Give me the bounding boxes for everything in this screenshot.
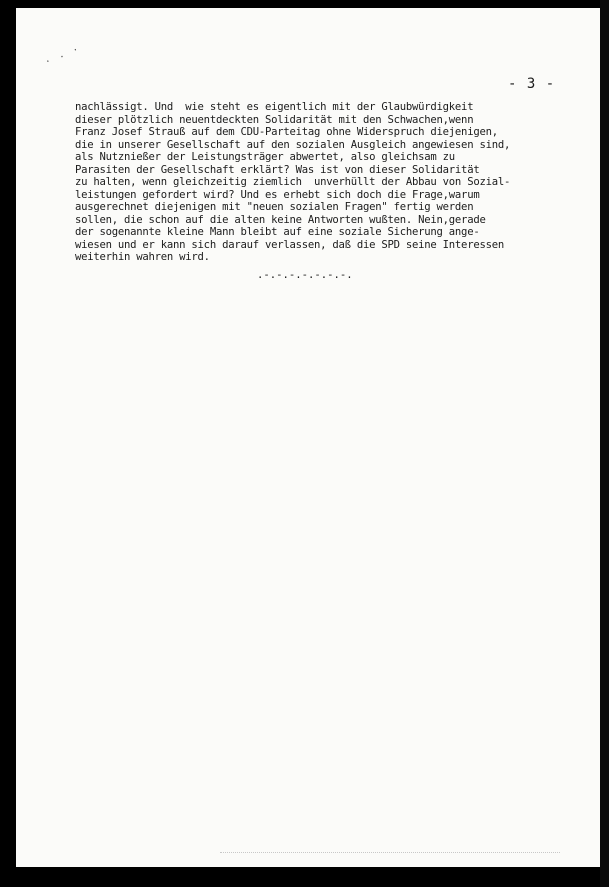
- text-line: dieser plötzlich neuentdeckten Solidarität mit den Schwachen,wenn: [75, 113, 474, 126]
- scan-specks: . . ·: [43, 44, 82, 66]
- text-line: der sogenannte kleine Mann bleibt auf eine soziale Sicherung ange-: [75, 226, 480, 238]
- text-line: nachlässigt. Und wie steht es eigentlich mit der Glaubwürdigkeit: [75, 101, 474, 113]
- scan-smudge: [220, 852, 560, 854]
- text-line: Franz Josef Strauß auf dem CDU-Parteitag ohne Widerspruch diejenigen,: [75, 126, 498, 138]
- text-line: die in unserer Gesellschaft auf den sozialen Ausgleich angewiesen sind,: [75, 138, 511, 151]
- text-line: als Nutznießer der Leistungsträger abwertet, also gleichsam zu: [75, 151, 455, 163]
- text-line: wiesen und er kann sich darauf verlassen, daß die SPD seine Interessen: [75, 238, 504, 251]
- text-line: Parasiten der Gesellschaft erklärt? Was ist von dieser Solidarität: [75, 163, 480, 176]
- text-line: weiterhin wahren wird.: [75, 251, 210, 263]
- page-number: - 3 -: [508, 76, 556, 92]
- text-line: ausgerechnet diejenigen mit "neuen sozialen Fragen" fertig werden: [75, 201, 474, 213]
- section-separator: .-.-.-.-.-.-.-.: [257, 269, 353, 281]
- text-line: leistungen gefordert wird? Und es erhebt sich doch die Frage,warum: [75, 188, 480, 201]
- text-line: sollen, die schon auf die alten keine Antworten wußten. Nein,gerade: [75, 213, 486, 226]
- text-line: zu halten, wenn gleichzeitig ziemlich unverhüllt der Abbau von Sozial-: [75, 176, 511, 188]
- body-paragraph: [75, 101, 609, 264]
